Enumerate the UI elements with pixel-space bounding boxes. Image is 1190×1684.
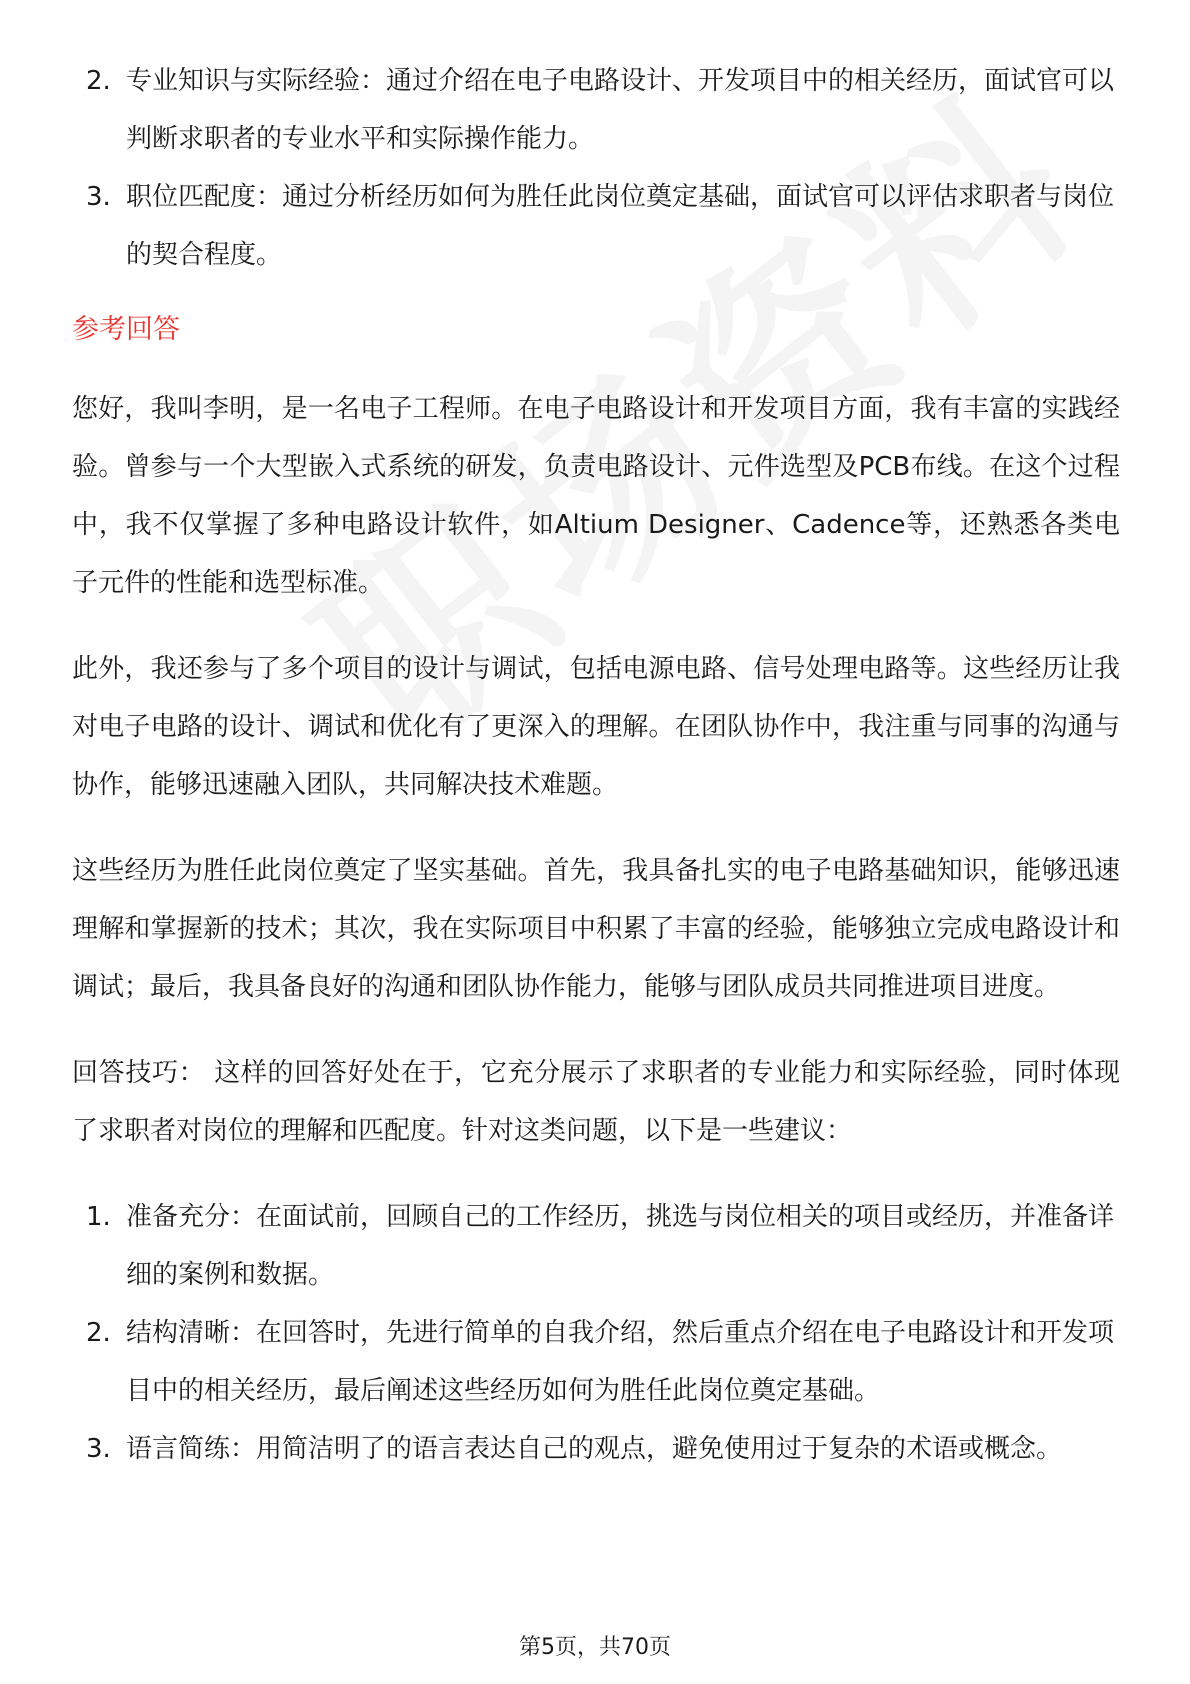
list-item	[72, 1420, 1120, 1478]
list-item-text: 职位匹配度：通过分析经历如何为胜任此岗位奠定基础，面试官可以评估求职者与岗位的契合程度。	[126, 182, 1115, 270]
list-number: 1.	[86, 1202, 111, 1232]
list-number: 2.	[86, 1318, 111, 1348]
list-number: 3.	[86, 182, 111, 212]
list-item	[72, 52, 1120, 168]
answer-paragraph: 此外，我还参与了多个项目的设计与调试，包括电源电路、信号处理电路等。这些经历让我对电子电路的设计、调试和优化有了更深入的理解。在团队协作中，我注重与同事的沟通与协作，能够迅速融入团队，共同解决技术难题。	[72, 654, 1120, 800]
tips-intro-paragraph: 回答技巧： 这样的回答好处在于，它充分展示了求职者的专业能力和实际经验，同时体现了求职者对岗位的理解和匹配度。针对这类问题，以下是一些建议：	[72, 1058, 1120, 1146]
list-number: 3.	[86, 1434, 111, 1464]
tips-numbered-list	[72, 1188, 1120, 1478]
page-number-footer: 第5页，共70页	[519, 1635, 671, 1660]
list-item-text: 语言简练：用简洁明了的语言表达自己的观点，避免使用过于复杂的术语或概念。	[126, 1434, 1063, 1464]
answer-paragraph: 这些经历为胜任此岗位奠定了坚实基础。首先，我具备扎实的电子电路基础知识，能够迅速理解和掌握新的技术；其次，我在实际项目中积累了丰富的经验，能够独立完成电路设计和调试；最后，我具备良好的沟通和团队协作能力，能够与团队成员共同推进项目进度。	[72, 856, 1120, 1002]
list-item-text: 专业知识与实际经验：通过介绍在电子电路设计、开发项目中的相关经历，面试官可以判断求职者的专业水平和实际操作能力。	[126, 66, 1115, 154]
list-number: 2.	[86, 66, 111, 96]
answer-paragraph: 您好，我叫李明，是一名电子工程师。在电子电路设计和开发项目方面，我有丰富的实践经验。曾参与一个大型嵌入式系统的研发，负责电路设计、元件选型及PCB布线。在这个过程中，我不仅掌握了多种电路设计软件，如Altium Designer、Cadence等，还熟悉各类电子元件的性能和选型标准。	[72, 394, 1120, 598]
page-content	[72, 52, 1120, 1478]
top-numbered-list	[72, 52, 1120, 284]
section-heading: 参考回答	[72, 314, 180, 345]
list-item	[72, 168, 1120, 284]
list-item-text: 准备充分：在面试前，回顾自己的工作经历，挑选与岗位相关的项目或经历，并准备详细的案例和数据。	[126, 1202, 1115, 1290]
list-item	[72, 1188, 1120, 1304]
list-item	[72, 1304, 1120, 1420]
list-item-text: 结构清晰：在回答时，先进行简单的自我介绍，然后重点介绍在电子电路设计和开发项目中的相关经历，最后阐述这些经历如何为胜任此岗位奠定基础。	[126, 1318, 1115, 1406]
